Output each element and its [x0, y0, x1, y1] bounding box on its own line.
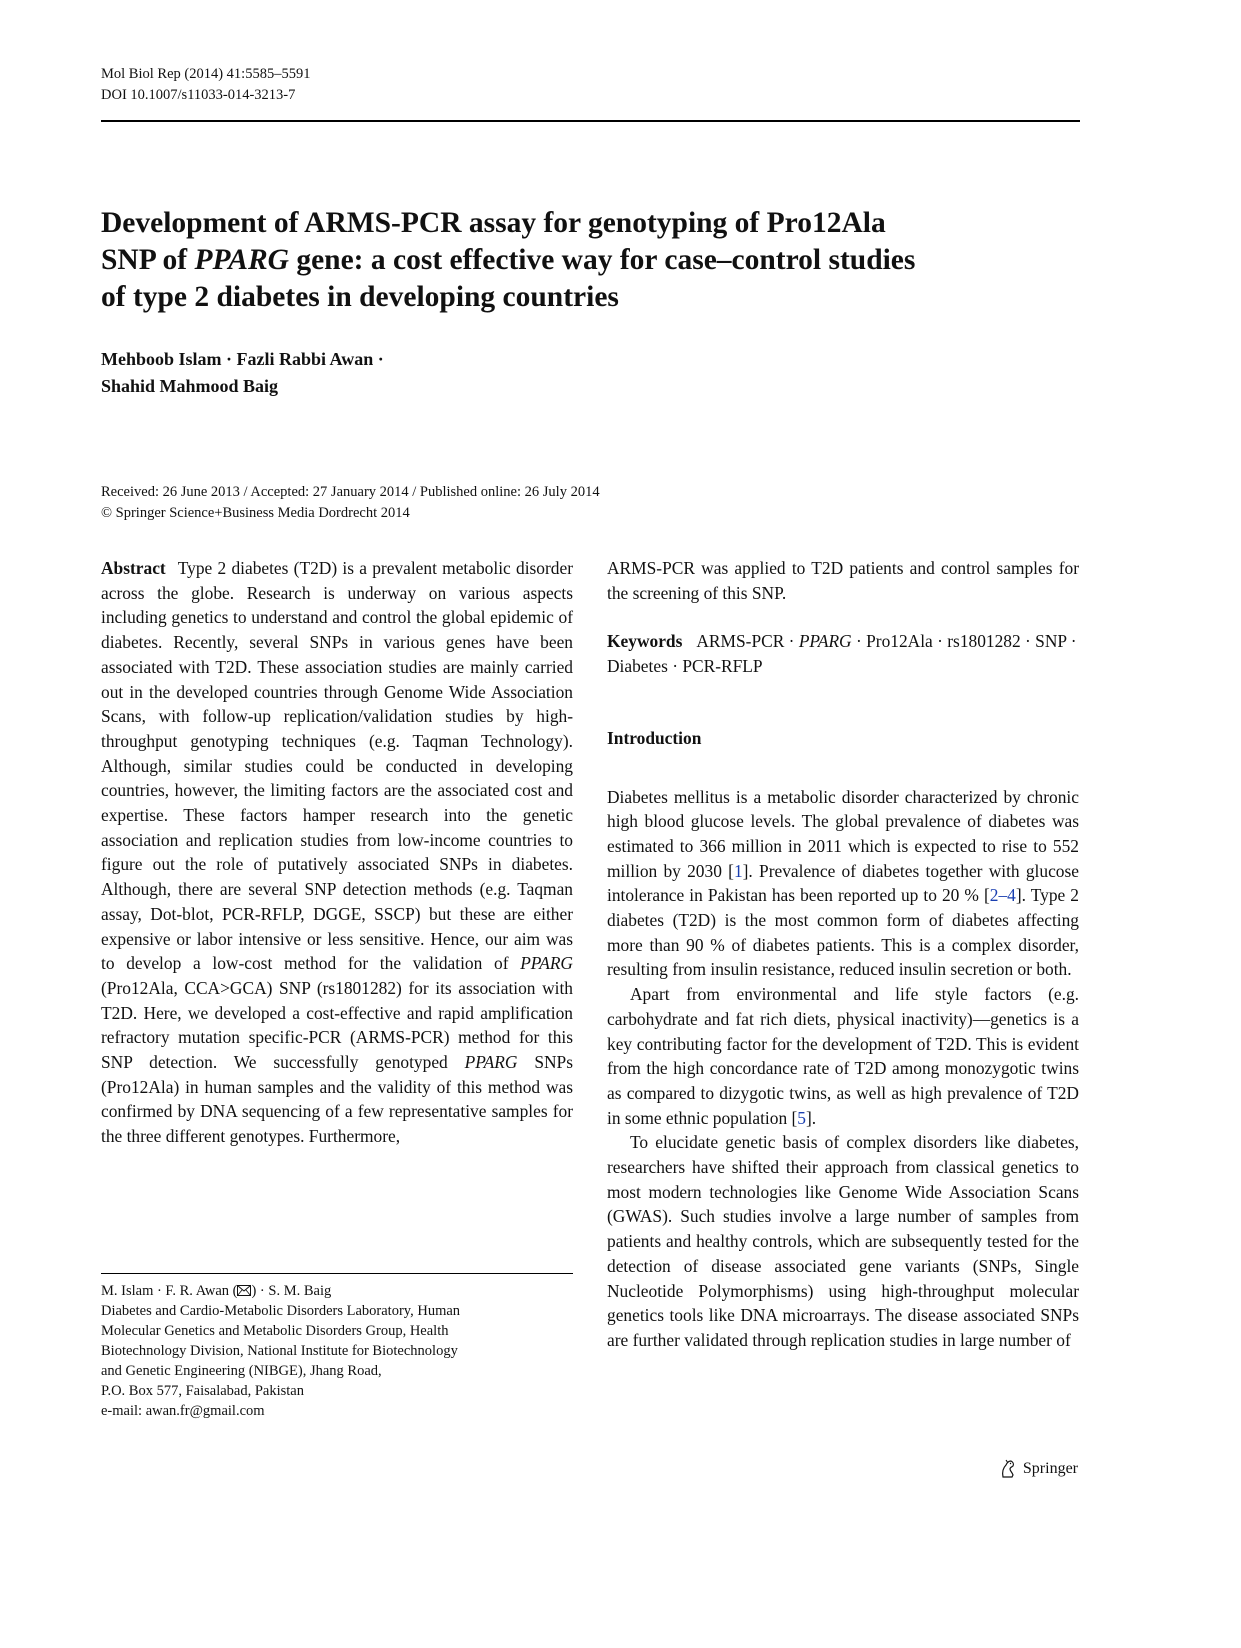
- title-gene-name: PPARG: [194, 244, 289, 276]
- title-text: SNP of: [101, 244, 195, 276]
- keyword-gene-name: PPARG: [798, 631, 852, 652]
- affiliation-text: M. Islam · F. R. Awan (: [101, 1283, 238, 1299]
- header-rule: [101, 120, 1080, 122]
- affiliation-authors: [101, 1281, 573, 1301]
- envelope-icon: [237, 1281, 251, 1301]
- author-affiliation: [101, 1281, 573, 1421]
- keywords-label: Keywords: [607, 631, 683, 652]
- title-line-2: [101, 242, 1080, 279]
- footnote-rule: [101, 1273, 573, 1274]
- abstract-text: (Pro12Ala, CCA>GCA) SNP (rs1801282) for its association with T2D. Here, we developed a cost-effective and rapid amplification refractory mutation specific-PCR (ARMS-PCR) method for this SNP detection. We successfully genotyped: [101, 977, 573, 1073]
- affiliation-line: P.O. Box 577, Faisalabad, Pakistan: [101, 1383, 304, 1399]
- journal-header: [101, 64, 310, 106]
- affiliation-line: Diabetes and Cardio-Metabolic Disorders Laboratory, Human: [101, 1303, 461, 1319]
- keyword-text: · Pro12Ala · rs1801282 · SNP · Diabetes · PCR-RFLP: [607, 631, 1077, 677]
- affiliation-line: and Genetic Engineering (NIBGE), Jhang Road,: [101, 1363, 382, 1379]
- paragraph-text: ]. Prevalence of diabetes together with glucose intolerance in Pakistan has been reported up to 20 % [: [607, 860, 1079, 906]
- paragraph-text: Apart from environmental and life style factors (e.g. carbohydrate and fat rich diets, physical inactivity)—genetics is a key contributing factor for the development of T2D. This is evident from the high concordance rate of T2D among monozygotic twins as compared to dizygotic twins, as well as high prevalence of T2D in some ethnic population [: [607, 984, 1079, 1128]
- email[interactable]: e-mail: awan.fr@gmail.com: [101, 1403, 265, 1419]
- keywords: [607, 629, 1079, 678]
- affiliation-line: Molecular Genetics and Metabolic Disorders Group, Health: [101, 1323, 449, 1339]
- paragraph-text: ].: [806, 1107, 817, 1128]
- abstract-gene-name: PPARG: [520, 953, 573, 974]
- springer-horse-icon: [998, 1459, 1018, 1479]
- title-line-3: of type 2 diabetes in developing countries: [101, 281, 619, 313]
- abstract-text: Type 2 diabetes (T2D) is a prevalent metabolic disorder across the globe. Research is underway on various aspects including genetics to understand and control the global epidemic of diabetes. Recently, several SNPs in various genes have been associated with T2D. These association studies are mainly carried out in the developed countries through Genome Wide Association Scans, with follow-up replication/validation studies by high-throughput genotyping techniques (e.g. Taqman Technology). Although, similar studies could be conducted in developing countries, however, the limiting factors are the associated cost and expertise. These factors hamper research into the genetic association and replication studies from low-income countries to figure out the role of putatively associated SNPs in diabetes. Although, there are several SNP detection methods (e.g. Taqman assay, Dot-blot, PCR-RFLP, DGGE, SSCP) but these are either expensive or labor intensive or less sensitive. Hence, our aim was to develop a low-cost method for the validation of: [101, 558, 573, 974]
- title-text: gene: a cost effective way for case–control studies: [288, 244, 916, 276]
- doi: DOI 10.1007/s11033-014-3213-7: [101, 87, 296, 103]
- affiliation-text: ) · S. M. Baig: [251, 1283, 332, 1299]
- citation-link[interactable]: 5: [797, 1107, 806, 1128]
- abstract-label: Abstract: [101, 558, 166, 578]
- section-heading-introduction: Introduction: [607, 727, 702, 748]
- publication-dates: [101, 482, 600, 524]
- citation-link[interactable]: 1: [733, 860, 743, 881]
- abstract: [101, 556, 573, 1149]
- abstract-gene-name: PPARG: [464, 1052, 518, 1073]
- publisher-logo: [998, 1459, 1078, 1479]
- intro-paragraph-2: [607, 982, 1079, 1130]
- journal-citation: Mol Biol Rep (2014) 41:5585–5591: [101, 66, 311, 82]
- authors-line-2: Shahid Mahmood Baig: [101, 376, 279, 396]
- author-list: [101, 346, 384, 400]
- citation-link[interactable]: 2–4: [989, 885, 1016, 906]
- affiliation-line: Biotechnology Division, National Institute for Biotechnology: [101, 1343, 458, 1359]
- paper-title: [101, 205, 1080, 316]
- copyright: © Springer Science+Business Media Dordrecht 2014: [101, 505, 410, 521]
- paragraph-text: ]. Type 2 diabetes (T2D) is the most common form of diabetes affecting more than 90 % of diabetes patients. This is a complex disorder, resulting from insulin resistance, reduced insulin secretion or both.: [607, 885, 1080, 980]
- paragraph-text: Diabetes mellitus is a metabolic disorder characterized by chronic high blood glucose levels. The global prevalence of diabetes was estimated to 366 million in 2011 which is expected to rise to 552 million by 2030 [: [607, 786, 1079, 881]
- title-line-1: Development of ARMS-PCR assay for genotyping of Pro12Ala: [101, 207, 886, 239]
- right-column: [607, 556, 1079, 1353]
- authors-line-1: Mehboob Islam · Fazli Rabbi Awan ·: [101, 349, 384, 369]
- keyword-text: ARMS-PCR ·: [696, 631, 799, 652]
- abstract-text: SNPs (Pro12Ala) in human samples and the validity of this method was confirmed by DNA sequencing of a few representative samples for the three different genotypes. Furthermore,: [101, 1052, 573, 1147]
- intro-paragraph-1: [607, 785, 1079, 983]
- abstract-continued: ARMS-PCR was applied to T2D patients and control samples for the screening of this SNP.: [607, 558, 1079, 603]
- intro-paragraph-3: To elucidate genetic basis of complex disorders like diabetes, researchers have shifted their approach from classical genetics to most modern technologies like Genome Wide Association Scans (GWAS). Such studies involve a large number of samples from patients and healthy controls, which are subsequently tested for the detection of disease associated gene variants (SNPs, Single Nucleotide Polymorphisms) using high-throughput molecular genetics tools like DNA microarrays. The disease associated SNPs are further validated through replication studies in large number of: [607, 1132, 1079, 1350]
- publisher-name: Springer: [1022, 1460, 1078, 1477]
- history-dates: Received: 26 June 2013 / Accepted: 27 January 2014 / Published online: 26 July 2014: [101, 484, 600, 500]
